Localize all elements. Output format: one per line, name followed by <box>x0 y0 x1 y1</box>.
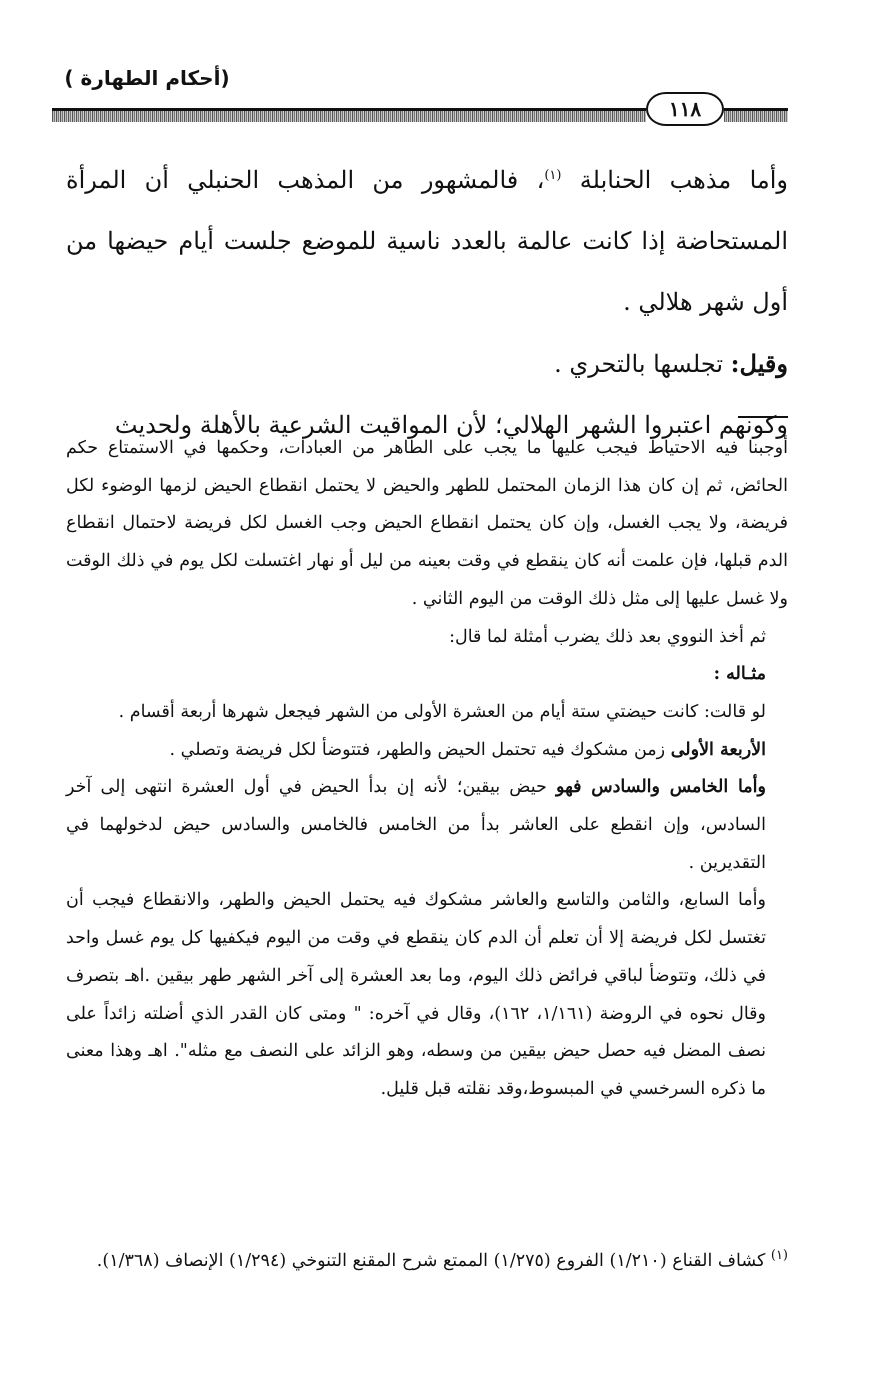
main-paragraph: وكونهم اعتبروا الشهر الهلالي؛ لأن المواقيت الشرعية بالأهلة ولحديث <box>114 411 788 439</box>
footnote-paragraph: لو قالت: كانت حيضتي ستة أيام من العشرة الأولى من الشهر فيجعل شهرها أربعة أقسام . <box>118 701 766 722</box>
running-header-title: (أحكام الطهارة ) <box>64 66 230 90</box>
footnote-paragraph: ثم أخذ النووي بعد ذلك يضرب أمثلة لما قال: <box>449 626 766 647</box>
footnote-1-text: كشاف القناع (١/٢١٠) الفروع (١/٢٧٥) الممتع شرح المقنع التنوخي (١/٢٩٤) الإنصاف (١/٣٦٨). <box>96 1251 771 1271</box>
footnote-ref[interactable]: (١) <box>544 168 562 183</box>
footnote-paragraph-text: حيض بيقين؛ لأنه إن بدأ الحيض في أول العشرة انتهى إلى آخر السادس، وإن انقطع على العاشر بدأ من الخامس فالخامس والسادس حيض لدخولهما في التقديرين . <box>66 777 766 873</box>
header-rule <box>52 108 646 122</box>
main-paragraph <box>66 150 788 333</box>
footnote-paragraph <box>66 1240 788 1282</box>
main-paragraph <box>66 333 788 395</box>
footnote-paragraph-text: زمن مشكوك فيه تحتمل الحيض والطهر، فتتوضأ لكل فريضة وتصلي . <box>169 739 671 760</box>
footnote-paragraph: أوجبنا فيه الاحتياط فيجب عليها ما يجب على الطاهر من العبادات، وحكمها في الاستمتاع حكم الحائض، ثم إن كان هذا الزمان المحتمل للطهر والحيض لا يحتمل انقطاع الحيض لزمها الوضوء لكل فريضة، ولا يجب الغسل، وإن كان يحتمل انقطاع الحيض وجب الغسل لكل فريضة لاحتمال انقطاع الدم قبلها، فإن علمت أنه كان ينقطع في وقت بعينه من ليل أو نهار اغتسلت لكل يوم في ذلك الوقت ولا غسل عليها إلى مثل ذلك الوقت من اليوم الثاني . <box>66 438 788 609</box>
main-paragraph-text: تجلسها بالتحري . <box>554 350 731 378</box>
header-rule-end <box>724 108 788 122</box>
main-text <box>66 150 788 456</box>
footnote-paragraph: وأما السابع، والثامن والتاسع والعاشر مشكوك فيه يحتمل الحيض والطهر، والانقطاع فيجب أن تغتسل لكل فريضة إلا أن تعلم أن الدم كان ينقطع في وقت من اليوم فيكفيها كل يوم غسل واحد في ذلك، وتتوضأ لباقي فرائض ذلك اليوم، وما بعد العشرة إلى آخر الشهر طهر بيقين .اهـ بتصرف وقال نحوه في الروضة (١/١٦١، ١٦٢)، وقال في آخره: " ومتى كان القدر الذي أضلته زائداً على نصف المضل فيه حصل حيض بيقين من وسطه، وهو الزائد على النصف مع مثله". اهـ وهذا معنى ما ذكره السرخسي في المبسوط،وقد نقلته قبل قليل. <box>66 890 766 1099</box>
example-heading: مثـاله : <box>713 664 766 685</box>
lead-term: الأربعة الأولى <box>670 739 766 760</box>
lead-term: وقيل: <box>730 349 788 378</box>
page-number: ١١٨ <box>646 92 724 126</box>
lead-term: وأما الخامس والسادس فهو <box>556 777 766 798</box>
footnote-1 <box>66 1240 788 1282</box>
footnote-paragraph <box>66 769 788 882</box>
footnote-continuation <box>66 430 788 1109</box>
footnote-marker: (١) <box>770 1248 788 1264</box>
main-paragraph-text: ، فالمشهور من المذهب الحنبلي أن المرأة المستحاضة إذا كانت عالمة بالعدد ناسية للموضع جلست أيام حيضها من أول شهر هلالي . <box>66 166 788 316</box>
footnote-paragraph <box>66 732 788 770</box>
footnote-separator <box>738 416 788 418</box>
main-paragraph-text: وأما مذهب الحنابلة <box>579 166 789 194</box>
